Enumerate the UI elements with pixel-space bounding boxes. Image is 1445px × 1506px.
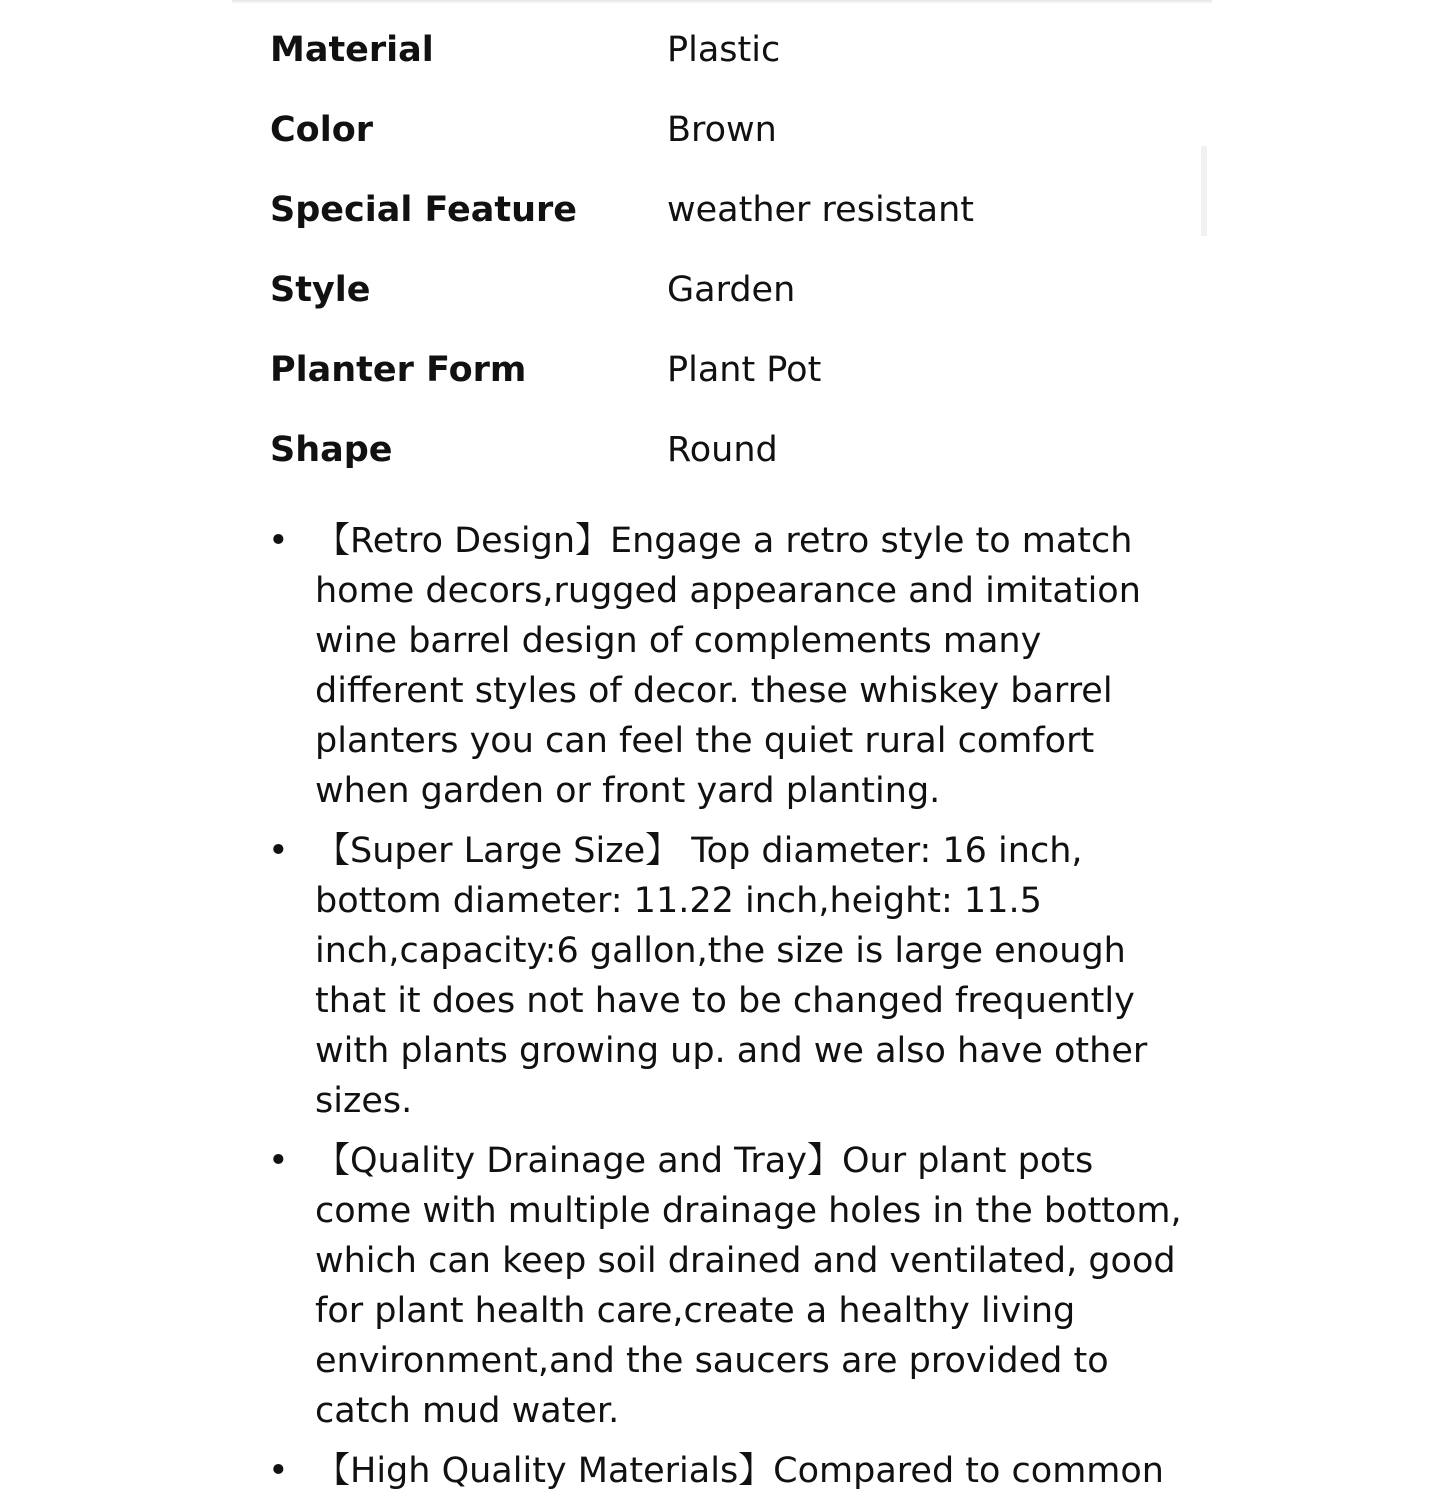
spec-row-style xyxy=(270,250,1190,330)
feature-bullet-text: 【Super Large Size】 Top diameter: 16 inch, bottom diameter: 11.22 inch,height: 11.5 inch,capacity:6 gallon,the size is large enough that it does not have to be changed frequently with plants growing up. and we also have other sizes. xyxy=(315,831,1148,1121)
spec-row-material xyxy=(270,10,1190,90)
scroll-indicator xyxy=(1201,146,1207,236)
feature-bullet-text: 【Retro Design】Engage a retro style to match home decors,rugged appearance and imitation wine barrel design of complements many different styles of decor. these whiskey barrel planters you can feel the quiet rural comfort when garden or front yard planting. xyxy=(315,521,1141,811)
feature-bullet-text: 【Quality Drainage and Tray】Our plant pots come with multiple drainage holes in the bottom, which can keep soil drained and ventilated, good for plant health care,create a healthy living environment,and the saucers are provided to catch mud water. xyxy=(315,1141,1182,1431)
spec-row-planter-form xyxy=(270,330,1190,410)
header-shadow-divider xyxy=(232,0,1212,4)
spec-row-special-feature xyxy=(270,170,1190,250)
bullet-dot-icon: • xyxy=(268,1451,289,1491)
bullet-dot-icon: • xyxy=(268,831,289,871)
spec-row-color xyxy=(270,90,1190,170)
spec-label: Shape xyxy=(270,430,393,470)
spec-value: weather resistant xyxy=(667,190,974,230)
spec-label: Color xyxy=(270,110,374,150)
product-specs-table xyxy=(270,10,1190,490)
spec-value: Plastic xyxy=(667,30,781,70)
spec-value: Garden xyxy=(667,270,796,310)
spec-value: Round xyxy=(667,430,778,470)
spec-label: Material xyxy=(270,30,434,70)
feature-bullet-text: 【High Quality Materials】Compared to common xyxy=(315,1451,1164,1491)
feature-bullet-list xyxy=(268,516,1188,1506)
feature-bullet xyxy=(268,516,1188,816)
spec-value: Brown xyxy=(667,110,777,150)
spec-value: Plant Pot xyxy=(667,350,822,390)
spec-label: Special Feature xyxy=(270,190,578,230)
spec-label: Planter Form xyxy=(270,350,527,390)
spec-row-shape xyxy=(270,410,1190,490)
feature-bullet xyxy=(268,1136,1188,1436)
bullet-dot-icon: • xyxy=(268,1141,289,1181)
spec-label: Style xyxy=(270,270,371,310)
feature-bullet xyxy=(268,1446,1188,1496)
bullet-dot-icon: • xyxy=(268,521,289,561)
feature-bullet xyxy=(268,826,1188,1126)
